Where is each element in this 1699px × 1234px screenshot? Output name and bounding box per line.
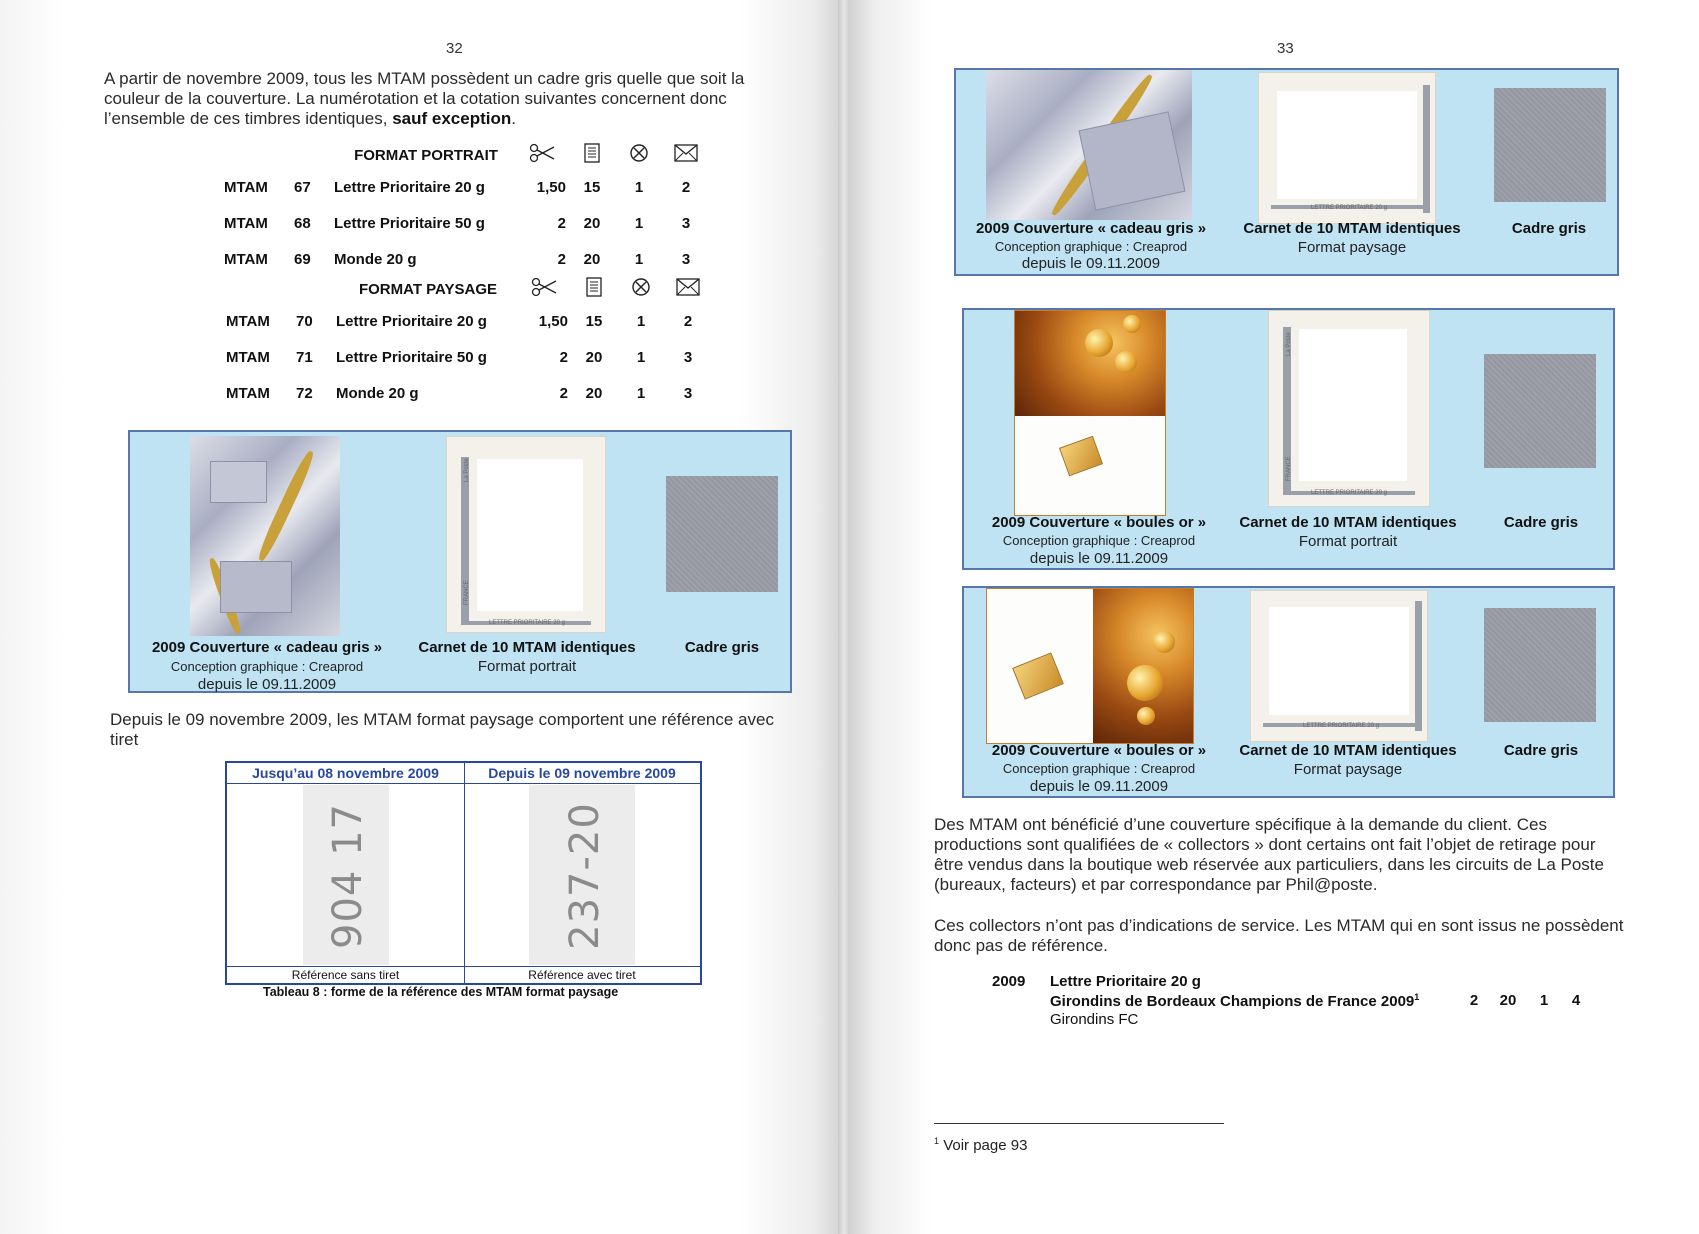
intro-text: A partir de novembre 2009, tous les MTAM possèdent un cadre gris quelle que soit la couleur de la couverture. La numérotation et la cotation suivantes concernent donc l’ensemble de ces timbres identiques, [104,69,745,128]
cover-design: Conception graphique : Creaprod [1002,533,1196,548]
gift-shape [210,461,267,503]
entry-line2-text: Girondins de Bordeaux Champions de France 2009 [1050,993,1415,1010]
frame-title: Cadre gris [1511,220,1587,237]
right-page [848,0,1699,1234]
stamp-label: LETTRE PRIORITAIRE 20 g [1311,490,1387,496]
envelope-icon [674,144,698,166]
stamp-panel [128,430,792,693]
stamp-panel [962,586,1615,798]
entry-line3: Girondins FC [1050,1011,1139,1028]
stamp-white-area [1269,607,1409,715]
intro-bold: sauf exception [392,109,512,128]
cancelled-icon [629,143,649,167]
stamp-label: LETTRE PRIORITAIRE 20 g [489,620,565,626]
cover-image-cadeau-gris [190,436,340,636]
carnet-format: Format portrait [1298,533,1398,550]
carnet-title: Carnet de 10 MTAM identiques [1239,514,1457,531]
stamp-label: LETTRE PRIORITAIRE 20 g [1303,723,1379,729]
footnote-ref[interactable]: 1 [1414,992,1420,1002]
bauble-decoration [1115,351,1137,373]
gift-shape [220,561,292,613]
grey-frame-sample [666,476,778,592]
cover-title: 2009 Couverture « boules or » [991,514,1207,531]
carnet-paysage [1250,590,1428,742]
cancelled-icon [631,277,651,301]
entry-line1: Lettre Prioritaire 20 g [1050,973,1201,990]
bauble-decoration [1123,315,1141,333]
stamp-panel [954,68,1619,276]
page-number: 32 [446,40,463,57]
left-page [0,0,840,1234]
carnet-format: Format portrait [477,658,577,675]
frame-title: Cadre gris [1503,514,1579,531]
cover-image-cadeau-gris [986,70,1192,220]
cover-date: depuis le 09.11.2009 [1029,550,1169,567]
envelope-icon [676,278,700,300]
stamp-white-area [477,459,583,611]
table-row: MTAM 68 Lettre Prioritaire 50 g 2 20 1 3 [224,214,691,232]
table-heading: FORMAT PAYSAGE [358,280,498,298]
reference-table [225,761,702,985]
carnet-portrait [446,436,606,633]
gift-shape [1078,111,1185,210]
bauble-decoration [1137,707,1155,725]
scissors-icon [531,277,557,301]
ref-col2-header: Depuis le 09 novembre 2009 [464,763,700,784]
table-format-portrait [224,141,712,277]
carnet-title: Carnet de 10 MTAM identiques [1243,220,1461,237]
table-format-paysage [226,275,714,411]
bauble-decoration [1085,329,1113,357]
ref-value-without-dash: 904 17 [324,803,371,949]
ref-value-with-dash: 237-20 [561,802,608,950]
entry-value-4: 4 [1571,992,1581,1009]
collectors-paragraph: Des MTAM ont bénéficié d’une couverture spécifique à la demande du client. Ces productions sont qualifiées de « collectors » dont certains ont fait l’objet de retirage pour être vendus dans la boutique web réservée aux particuliers, dans les circuits de La Poste (bureaux, facteurs) et par correspondance par Phil@poste. [934,815,1604,894]
carnet-portrait [1268,310,1430,507]
no-reference-paragraph: Ces collectors n’ont pas d’indications de service. Les MTAM qui en sont issus ne possèdent donc pas de référence. [934,916,1624,955]
entry-line2 [1050,992,1419,1010]
ref-col2-footer: Référence avec tiret [464,966,700,983]
grey-frame-sample [1484,608,1596,722]
stamp-country: FRANCE [464,580,470,605]
table-row: MTAM 69 Monde 20 g 2 20 1 3 [224,250,691,268]
carnet-format: Format paysage [1293,761,1403,778]
carnet-title: Carnet de 10 MTAM identiques [418,639,636,656]
grey-frame-sample [1484,354,1596,468]
frame-title: Cadre gris [684,639,760,656]
entry-value-3: 1 [1539,992,1549,1009]
ref-col1-footer: Référence sans tiret [227,966,464,983]
reference-paragraph: Depuis le 09 novembre 2009, les MTAM format paysage comportent une référence avec tiret [110,710,774,749]
frame-band [1415,601,1422,731]
booklet-icon [586,277,602,301]
cover-design: Conception graphique : Creaprod [1002,761,1196,776]
intro-end: . [511,109,516,128]
carnet-format: Format paysage [1297,239,1407,256]
booklet-icon [584,143,600,167]
column-divider [464,763,465,983]
stamp-white-area [1299,329,1407,481]
cover-date: depuis le 09.11.2009 [1021,255,1161,272]
table-row: MTAM 72 Monde 20 g 2 20 1 3 [226,384,693,402]
gift-shape [1059,436,1103,477]
footnote-rule [934,1123,1224,1124]
table-row: MTAM 70 Lettre Prioritaire 20 g 1,50 15 1 2 [226,312,693,330]
frame-title: Cadre gris [1503,742,1579,759]
carnet-title: Carnet de 10 MTAM identiques [1239,742,1457,759]
table-header [224,141,712,169]
cover-image-boules-or [986,588,1194,744]
entry-value-1: 2 [1469,992,1479,1009]
ref-image-without-dash [303,785,389,965]
bauble-decoration [1153,631,1175,653]
stamp-label: LETTRE PRIORITAIRE 20 g [1311,205,1387,211]
carnet-paysage [1258,72,1436,224]
ref-image-with-dash [529,785,635,965]
footnote [934,1136,1027,1154]
scissors-icon [529,143,555,167]
table-row: MTAM 71 Lettre Prioritaire 50 g 2 20 1 3 [226,348,693,366]
gift-shape [1012,652,1064,699]
entry-year: 2009 [992,973,1026,990]
cover-title: 2009 Couverture « cadeau gris » [975,220,1207,237]
cover-date: depuis le 09.11.2009 [197,676,337,693]
cover-title: 2009 Couverture « boules or » [991,742,1207,759]
table-header [226,275,714,303]
cover-image-boules-or [1014,310,1166,516]
footnote-mark: 1 [934,1136,940,1146]
bauble-decoration [1127,665,1163,701]
cover-design: Conception graphique : Creaprod [170,659,364,674]
table-row: MTAM 67 Lettre Prioritaire 20 g 1,50 15 1 2 [224,178,691,196]
intro-paragraph [104,69,800,129]
stamp-white-area [1277,91,1417,199]
stamp-country: FRANCE [1286,456,1292,481]
stamp-brand: La Poste [464,458,470,482]
table-caption: Tableau 8 : forme de la référence des MTAM format paysage [263,985,619,999]
entry-value-2: 20 [1499,992,1517,1009]
page-number: 33 [1277,40,1294,57]
grey-frame-sample [1494,88,1606,202]
stamp-brand: La Poste [1286,332,1292,356]
table-heading: FORMAT PORTRAIT [354,146,498,164]
cover-design: Conception graphique : Creaprod [994,239,1188,254]
cover-title: 2009 Couverture « cadeau gris » [151,639,383,656]
stamp-panel [962,308,1615,570]
footnote-text: Voir page 93 [943,1137,1028,1154]
cover-date: depuis le 09.11.2009 [1029,778,1169,795]
ref-col1-header: Jusqu’au 08 novembre 2009 [227,763,464,784]
gold-background [1015,311,1165,416]
frame-band [1423,85,1430,213]
